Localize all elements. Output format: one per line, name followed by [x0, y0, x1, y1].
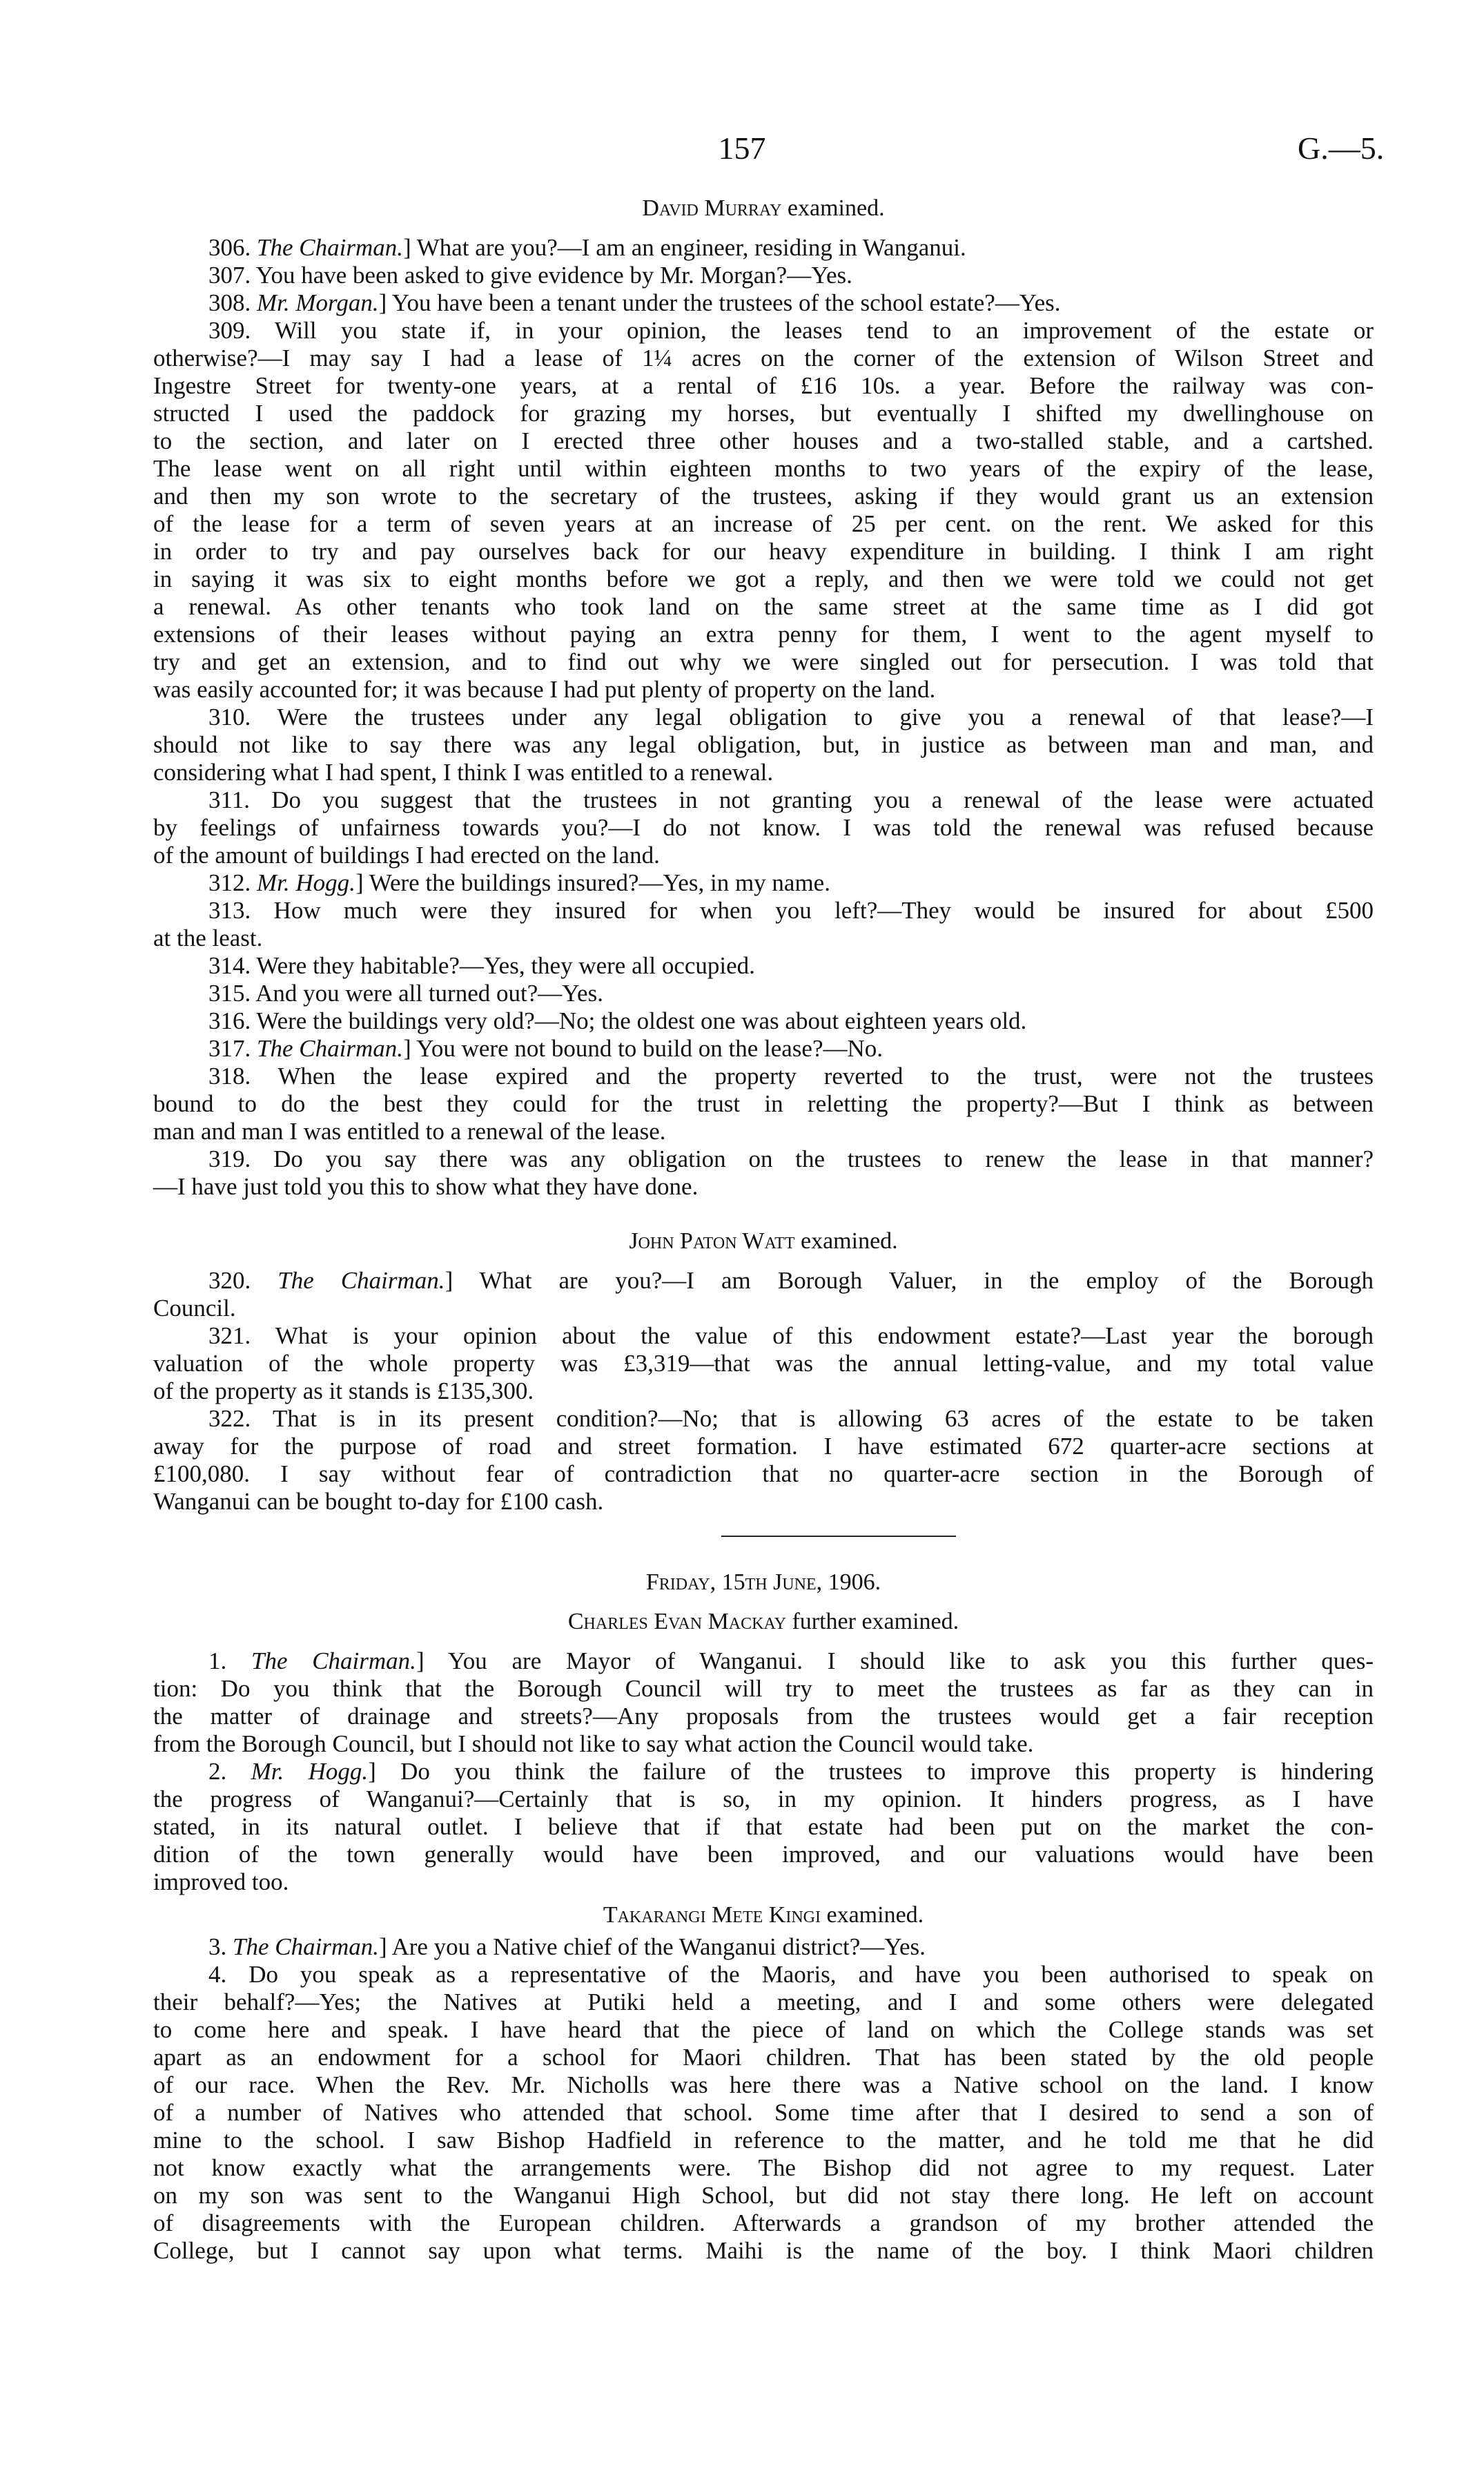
line-text: and then my son wrote to the secretary of the trustees, asking if they would grant us an extension	[153, 483, 1374, 510]
speaker-name: Mr. Hogg.	[251, 1758, 369, 1785]
text-line	[153, 1295, 1374, 1322]
question-number: 308.	[208, 289, 251, 316]
line-text: was easily accounted for; it was because I had put plenty of property on the land.	[153, 676, 936, 703]
text-line	[153, 289, 1374, 317]
question-paragraph	[153, 786, 1374, 869]
line-text: ] What are you?—I am an engineer, residing in Wanganui.	[402, 234, 966, 261]
question-paragraph	[153, 704, 1374, 786]
line-text: Do you say there was any obligation on the trustees to renew the lease in that manner?	[273, 1145, 1374, 1172]
text-line	[153, 731, 1374, 759]
text-line	[153, 538, 1374, 565]
text-line	[153, 372, 1374, 400]
question-paragraph	[153, 1961, 1374, 2265]
speaker-name: The Chairman.	[233, 1933, 379, 1960]
question-number: 309.	[208, 317, 251, 344]
line-text: stated, in its natural outlet. I believe that if that estate had been put on the market the con-	[153, 1813, 1374, 1840]
speaker-name: Mr. Hogg.	[257, 869, 355, 896]
question-paragraph	[153, 1647, 1374, 1758]
text-line	[153, 1350, 1374, 1377]
line-text: of the lease for a term of seven years at an increase of 25 per cent. on the rent. We asked for this	[153, 510, 1374, 537]
section-john-paton-watt	[153, 1228, 1374, 1516]
line-text: And you were all turned out?—Yes.	[255, 980, 603, 1007]
question-paragraph	[153, 289, 1374, 317]
text-line	[153, 1267, 1374, 1295]
text-line	[153, 1405, 1374, 1433]
text-line	[153, 842, 1374, 869]
text-line	[153, 345, 1374, 372]
text-line	[153, 2127, 1374, 2154]
question-paragraph	[153, 1267, 1374, 1322]
question-number: 321.	[208, 1322, 251, 1349]
text-line	[153, 1322, 1374, 1350]
line-text: tion: Do you think that the Borough Council will try to meet the trustees as far as they can in	[153, 1675, 1374, 1702]
document-reference: G.—5.	[1298, 130, 1385, 166]
text-line	[153, 1460, 1374, 1488]
line-text: valuation of the whole property was £3,319—that was the annual letting-value, and my total value	[153, 1350, 1374, 1377]
question-number: 319.	[208, 1145, 251, 1172]
witness-heading	[153, 195, 1374, 222]
line-text: ] Do you think the failure of the trustees to improve this property is hindering	[368, 1758, 1374, 1785]
text-line	[153, 2071, 1374, 2099]
line-text: of disagreements with the European children. Afterwards a grandson of my brother attended the	[153, 2209, 1374, 2236]
line-text: away for the purpose of road and street formation. I have estimated 672 quarter-acre sections at	[153, 1433, 1374, 1460]
question-paragraph	[153, 1063, 1374, 1145]
text-line	[153, 593, 1374, 621]
speaker-name: The Chairman.	[257, 1035, 403, 1062]
text-line	[153, 565, 1374, 593]
speaker-name: The Chairman.	[257, 234, 403, 261]
witness-name: Takarangi Mete Kingi	[603, 1902, 821, 1928]
line-text: to come here and speak. I have heard that the piece of land on which the College stands was set	[153, 2016, 1374, 2043]
heading-suffix: further examined.	[785, 1609, 959, 1634]
text-line	[153, 400, 1374, 427]
text-line	[153, 2044, 1374, 2071]
line-text: structed I used the paddock for grazing my horses, but eventually I shifted my dwellinghouse on	[153, 400, 1374, 427]
line-text: considering what I had spent, I think I was entitled to a renewal.	[153, 759, 774, 786]
question-number: 322.	[208, 1405, 251, 1432]
line-text: otherwise?—I may say I had a lease of 1¼ acres on the corner of the extension of Wilson Street and	[153, 345, 1374, 371]
line-text: in saying it was six to eight months before we got a reply, and then we were told we could not get	[153, 565, 1374, 592]
question-paragraph	[153, 1405, 1374, 1516]
question-paragraph	[153, 952, 1374, 980]
text-line	[153, 1675, 1374, 1703]
text-line	[153, 262, 1374, 289]
question-number: 312.	[208, 869, 251, 896]
text-line	[153, 925, 1374, 952]
text-line	[153, 1090, 1374, 1118]
text-line	[153, 483, 1374, 510]
text-line	[153, 814, 1374, 842]
line-text: should not like to say there was any legal obligation, but, in justice as between man and man, and	[153, 731, 1374, 758]
line-text: Were the buildings very old?—No; the oldest one was about eighteen years old.	[256, 1007, 1027, 1034]
line-text: —I have just told you this to show what they have done.	[153, 1173, 699, 1200]
section-takarangi-mete-kingi	[153, 1901, 1374, 2265]
line-text: Ingestre Street for twenty-one years, at a rental of £16 10s. a year. Before the railway was con-	[153, 372, 1374, 399]
heading-suffix: examined.	[781, 195, 885, 221]
text-line	[153, 980, 1374, 1007]
text-line	[153, 317, 1374, 345]
line-text: The lease went on all right until within eighteen months to two years of the expiry of the lease,	[153, 455, 1374, 482]
question-paragraph	[153, 1322, 1374, 1405]
line-text: improved too.	[153, 1868, 289, 1895]
question-paragraph	[153, 1933, 1374, 1961]
line-text: Were the trustees under any legal obligation to give you a renewal of that lease?—I	[277, 704, 1374, 730]
question-number: 313.	[208, 897, 251, 924]
text-line	[153, 1730, 1374, 1758]
line-text: When the lease expired and the property reverted to the trust, were not the trustees	[277, 1063, 1374, 1090]
section-david-murray	[153, 195, 1374, 1201]
line-text: Do you speak as a representative of the Maoris, and have you been authorised to speak on	[248, 1961, 1374, 1988]
line-text: ] You were not bound to build on the lease?—No.	[402, 1035, 883, 1062]
question-number: 315.	[208, 980, 251, 1007]
question-number: 314.	[208, 952, 251, 979]
line-text: extensions of their leases without paying an extra penny for them, I went to the agent myself to	[153, 621, 1374, 648]
line-text: to the section, and later on I erected three other houses and a two-stalled stable, and a cartshed.	[153, 427, 1374, 454]
heading-suffix: examined.	[821, 1902, 924, 1928]
text-line	[153, 869, 1374, 897]
text-line	[153, 455, 1374, 483]
witness-name: John Paton Watt	[629, 1228, 795, 1254]
question-paragraph	[153, 1035, 1374, 1063]
text-line	[153, 1786, 1374, 1813]
text-line	[153, 1988, 1374, 2016]
question-paragraph	[153, 1145, 1374, 1201]
line-text: of the amount of buildings I had erected on the land.	[153, 842, 660, 869]
line-text: not know exactly what the arrangements were. The Bishop did not agree to my request. Later	[153, 2154, 1374, 2181]
line-text: in order to try and pay ourselves back for our heavy expenditure in building. I think I am right	[153, 538, 1374, 565]
line-text: Do you suggest that the trustees in not granting you a renewal of the lease were actuated	[271, 786, 1374, 813]
question-number: 1.	[208, 1647, 227, 1674]
question-number: 2.	[208, 1758, 227, 1785]
line-text: their behalf?—Yes; the Natives at Putiki held a meeting, and I and some others were delegated	[153, 1988, 1374, 2015]
question-number: 316.	[208, 1007, 251, 1034]
question-number: 317.	[208, 1035, 251, 1062]
question-paragraph	[153, 1758, 1374, 1896]
line-text: from the Borough Council, but I should not like to say what action the Council would take.	[153, 1730, 1034, 1757]
line-text: ] What are you?—I am Borough Valuer, in the employ of the Borough	[445, 1267, 1374, 1294]
witness-heading	[153, 1608, 1374, 1636]
text-line	[153, 1868, 1374, 1896]
question-paragraph	[153, 1007, 1374, 1035]
text-line	[153, 2016, 1374, 2044]
question-paragraph	[153, 980, 1374, 1007]
text-line	[153, 1703, 1374, 1730]
line-text: bound to do the best they could for the trust in reletting the property?—But I think as between	[153, 1090, 1374, 1117]
line-text: You have been asked to give evidence by Mr. Morgan?—Yes.	[255, 262, 852, 289]
date-heading: Friday, 15th June, 1906.	[645, 1569, 881, 1595]
text-line	[153, 621, 1374, 648]
question-number: 307.	[208, 262, 251, 289]
line-text: Council.	[153, 1295, 236, 1322]
line-text: That is in its present condition?—No; that is allowing 63 acres of the estate to be taken	[273, 1405, 1374, 1432]
text-line	[153, 786, 1374, 814]
text-line	[153, 1758, 1374, 1786]
text-line	[153, 1488, 1374, 1516]
text-line	[153, 897, 1374, 925]
line-text: of a number of Natives who attended that school. Some time after that I desired to send a son of	[153, 2099, 1374, 2126]
text-line	[153, 1063, 1374, 1090]
line-text: of our race. When the Rev. Mr. Nicholls was here there was a Native school on the land. I know	[153, 2071, 1374, 2098]
text-line	[153, 1933, 1374, 1961]
page-number: 157	[718, 130, 766, 166]
text-line	[153, 648, 1374, 676]
line-text: £100,080. I say without fear of contradiction that no quarter-acre section in the Borough of	[153, 1460, 1374, 1487]
question-paragraph	[153, 317, 1374, 704]
text-line	[153, 2237, 1374, 2265]
question-number: 4.	[208, 1961, 227, 1988]
witness-name: Charles Evan Mackay	[567, 1609, 786, 1634]
question-paragraph	[153, 897, 1374, 952]
text-line	[153, 676, 1374, 704]
line-text: Were they habitable?—Yes, they were all occupied.	[256, 952, 755, 979]
line-text: How much were they insured for when you left?—They would be insured for about £500	[273, 897, 1374, 924]
text-line	[153, 1173, 1374, 1201]
line-text: What is your opinion about the value of this endowment estate?—Last year the borough	[275, 1322, 1374, 1349]
line-text: dition of the town generally would have been improved, and our valuations would have been	[153, 1841, 1374, 1868]
line-text: man and man I was entitled to a renewal of the lease.	[153, 1118, 666, 1145]
text-line	[153, 2182, 1374, 2209]
question-paragraph	[153, 234, 1374, 262]
line-text: ] You have been a tenant under the trustees of the school estate?—Yes.	[378, 289, 1061, 316]
text-line	[153, 1647, 1374, 1675]
text-line	[153, 952, 1374, 980]
line-text: on my son was sent to the Wanganui High School, but did not stay there long. He left on account	[153, 2182, 1374, 2209]
question-number: 318.	[208, 1063, 251, 1090]
line-text: apart as an endowment for a school for Maori children. That has been stated by the old people	[153, 2044, 1374, 2071]
text-line	[153, 1145, 1374, 1173]
question-number: 320.	[208, 1267, 251, 1294]
line-text: at the least.	[153, 925, 263, 951]
line-text: the progress of Wanganui?—Certainly that is so, in my opinion. It hinders progress, as I have	[153, 1786, 1374, 1812]
text-line	[153, 1841, 1374, 1868]
text-line	[153, 704, 1374, 731]
text-line	[153, 1961, 1374, 1988]
text-line	[153, 759, 1374, 786]
question-paragraph	[153, 869, 1374, 897]
line-text: try and get an extension, and to find out why we were singled out for persecution. I was told that	[153, 648, 1374, 675]
section-divider	[721, 1536, 956, 1537]
witness-heading	[153, 1228, 1374, 1255]
speaker-name: Mr. Morgan.	[257, 289, 379, 316]
text-line	[153, 2209, 1374, 2237]
line-text: mine to the school. I saw Bishop Hadfield in reference to the matter, and he told me that he did	[153, 2127, 1374, 2154]
speaker-name: The Chairman.	[251, 1647, 416, 1674]
text-line	[153, 1813, 1374, 1841]
line-text: a renewal. As other tenants who took land on the same street at the same time as I did got	[153, 593, 1374, 620]
line-text: Will you state if, in your opinion, the leases tend to an improvement of the estate or	[274, 317, 1374, 344]
text-line	[153, 2099, 1374, 2127]
question-number: 310.	[208, 704, 251, 730]
line-text: the matter of drainage and streets?—Any proposals from the trustees would get a fair reception	[153, 1703, 1374, 1730]
text-line	[153, 1007, 1374, 1035]
text-line	[153, 2154, 1374, 2182]
line-text: Wanganui can be bought to-day for £100 cash.	[153, 1488, 604, 1515]
text-line	[153, 510, 1374, 538]
section-charles-evan-mackay	[153, 1569, 1374, 1896]
text-line	[153, 427, 1374, 455]
line-text: ] Were the buildings insured?—Yes, in my name.	[355, 869, 830, 896]
text-line	[153, 1035, 1374, 1063]
question-paragraph	[153, 262, 1374, 289]
text-line	[153, 1377, 1374, 1405]
question-number: 311.	[208, 786, 250, 813]
witness-heading	[153, 1901, 1374, 1929]
question-number: 3.	[208, 1933, 227, 1960]
line-text: ] Are you a Native chief of the Wanganui district?—Yes.	[378, 1933, 926, 1960]
line-text: of the property as it stands is £135,300.	[153, 1377, 534, 1404]
line-text: College, but I cannot say upon what terms. Maihi is the name of the boy. I think Maori children	[153, 2237, 1374, 2264]
line-text: by feelings of unfairness towards you?—I do not know. I was told the renewal was refused because	[153, 814, 1374, 841]
question-number: 306.	[208, 234, 251, 261]
speaker-name: The Chairman.	[277, 1267, 445, 1294]
text-line	[153, 1433, 1374, 1460]
heading-suffix: examined.	[794, 1228, 898, 1254]
line-text: ] You are Mayor of Wanganui. I should like to ask you this further ques-	[416, 1647, 1374, 1674]
witness-name: David Murray	[642, 195, 782, 221]
text-line	[153, 234, 1374, 262]
text-line	[153, 1118, 1374, 1145]
